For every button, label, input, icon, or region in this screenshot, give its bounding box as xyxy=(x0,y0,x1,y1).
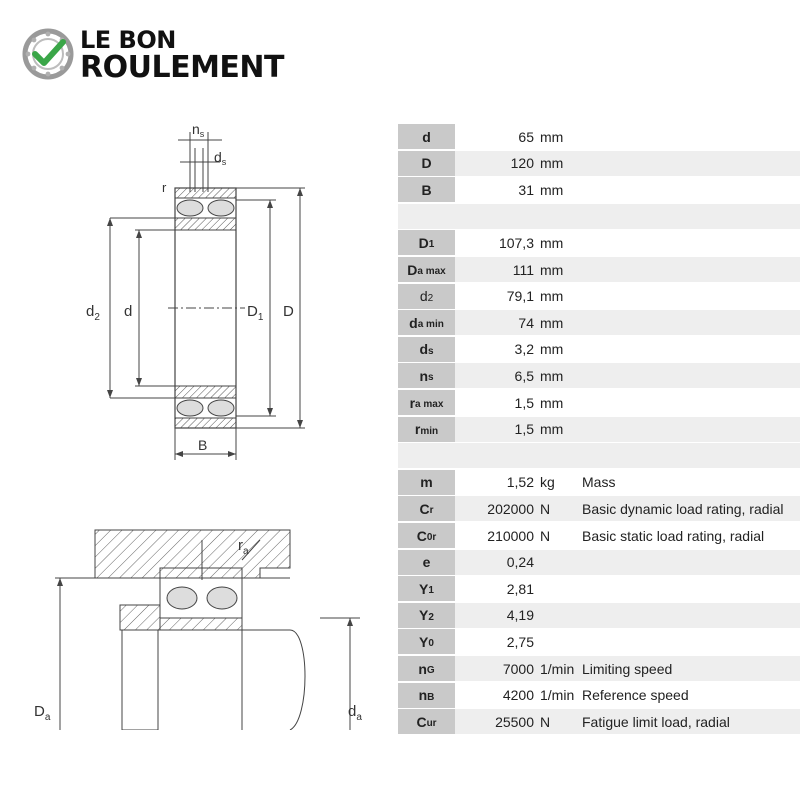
spec-symbol: d $_{a min}$ xyxy=(398,310,455,335)
bearing-section-drawing xyxy=(80,118,320,468)
spec-unit: mm xyxy=(540,288,564,305)
spec-symbol: Y $_1$ xyxy=(398,576,455,601)
spec-unit: mm xyxy=(540,234,564,251)
spec-unit: 1/min xyxy=(540,660,575,677)
spec-description: Basic static load rating, radial xyxy=(582,527,765,544)
spec-row xyxy=(398,151,800,176)
spec-value: 25500 xyxy=(495,713,534,730)
spec-value: 2,81 xyxy=(506,580,534,597)
spec-row xyxy=(398,230,800,255)
spec-value: 107,3 xyxy=(498,234,534,251)
spec-value: 120 xyxy=(510,155,534,172)
label-ra: $r_a$ xyxy=(238,537,249,557)
spec-unit: mm xyxy=(540,155,564,172)
spec-symbol: C $_{ur}$ xyxy=(398,709,455,734)
spec-row xyxy=(398,496,800,521)
spec-symbol: C $_{0r}$ xyxy=(398,523,455,548)
spec-value: 1,5 xyxy=(514,421,534,438)
spec-symbol: d xyxy=(398,124,455,149)
label-ds: $d_s$ xyxy=(214,149,227,167)
spec-row xyxy=(398,550,800,575)
label-d2: $d_2$ xyxy=(86,303,100,323)
spec-unit: N xyxy=(540,527,551,544)
spec-symbol: m xyxy=(398,470,455,495)
spec-row xyxy=(398,257,800,282)
spec-symbol: D xyxy=(398,151,455,176)
spec-row xyxy=(398,363,800,388)
brand-line2: ROULEMENT xyxy=(80,50,284,85)
spec-value: 31 xyxy=(518,181,534,198)
label-d: d xyxy=(124,303,133,320)
spec-symbol: r $_{min}$ xyxy=(398,417,455,442)
spec-symbol: Y $_2$ xyxy=(398,603,455,628)
label-Da: $D_a$ xyxy=(34,703,51,723)
spec-value: 210000 xyxy=(487,527,534,544)
spec-unit: mm xyxy=(540,394,564,411)
spec-row xyxy=(398,337,800,362)
spec-unit: mm xyxy=(540,181,564,198)
spec-unit: mm xyxy=(540,367,564,384)
spec-value: 0,24 xyxy=(506,554,534,571)
spec-row xyxy=(398,576,800,601)
label-da: $d_a$ xyxy=(348,703,362,723)
label-r: r xyxy=(162,180,167,195)
mounting-drawing xyxy=(30,520,375,730)
spec-symbol: d $_2$ xyxy=(398,284,455,309)
spec-row xyxy=(398,124,800,149)
spec-unit: mm xyxy=(540,314,564,331)
spec-description: Fatigue limit load, radial xyxy=(582,713,730,730)
spec-unit: N xyxy=(540,500,551,517)
spec-group-gap xyxy=(398,204,800,229)
spec-unit: 1/min xyxy=(540,687,575,704)
spec-description: Reference speed xyxy=(582,687,689,704)
spec-unit: mm xyxy=(540,341,564,358)
spec-value: 1,52 xyxy=(506,474,534,491)
spec-row xyxy=(398,390,800,415)
spec-value: 65 xyxy=(518,128,534,145)
spec-description: Mass xyxy=(582,474,616,491)
spec-symbol: B xyxy=(398,177,455,202)
brand-line1: LE BON xyxy=(80,26,176,54)
label-B: B xyxy=(198,437,208,453)
spec-symbol: n $_G$ xyxy=(398,656,455,681)
spec-row xyxy=(398,603,800,628)
spec-unit: mm xyxy=(540,128,564,145)
brand-logo xyxy=(22,24,312,86)
spec-symbol: C $_r$ xyxy=(398,496,455,521)
spec-group-gap xyxy=(398,443,800,468)
spec-unit: mm xyxy=(540,261,564,278)
spec-value: 3,2 xyxy=(514,341,534,358)
spec-row xyxy=(398,284,800,309)
spec-unit: kg xyxy=(540,474,555,491)
spec-row xyxy=(398,310,800,335)
spec-row xyxy=(398,523,800,548)
label-ns: $n_s$ xyxy=(192,121,205,139)
spec-row xyxy=(398,629,800,654)
spec-description: Basic dynamic load rating, radial xyxy=(582,500,784,517)
spec-symbol: r $_{a max}$ xyxy=(398,390,455,415)
spec-symbol: d $_s$ xyxy=(398,337,455,362)
spec-value: 4200 xyxy=(502,687,534,704)
spec-row xyxy=(398,177,800,202)
spec-symbol: n $_s$ xyxy=(398,363,455,388)
spec-row xyxy=(398,656,800,681)
spec-value: 79,1 xyxy=(506,288,534,305)
spec-value: 6,5 xyxy=(514,367,534,384)
spec-description: Limiting speed xyxy=(582,660,673,677)
spec-row xyxy=(398,709,800,734)
spec-value: 202000 xyxy=(487,500,534,517)
spec-symbol: n $_B$ xyxy=(398,683,455,708)
spec-row xyxy=(398,470,800,495)
spec-row xyxy=(398,417,800,442)
spec-value: 111 xyxy=(512,261,534,278)
spec-row xyxy=(398,683,800,708)
spec-symbol: D $_1$ xyxy=(398,230,455,255)
spec-value: 74 xyxy=(518,314,534,331)
label-D: D xyxy=(283,303,294,320)
spec-value: 4,19 xyxy=(506,607,534,624)
spec-unit: mm xyxy=(540,421,564,438)
spec-value: 1,5 xyxy=(514,394,534,411)
spec-unit: N xyxy=(540,713,551,730)
bearing-check-logo-icon xyxy=(22,28,74,80)
spec-value: 7000 xyxy=(502,660,534,677)
spec-symbol: Y $_0$ xyxy=(398,629,455,654)
spec-value: 2,75 xyxy=(506,633,534,650)
label-D1: $D_1$ xyxy=(247,303,264,323)
spec-symbol: D $_{a max}$ xyxy=(398,257,455,282)
spec-symbol: e xyxy=(398,550,455,575)
